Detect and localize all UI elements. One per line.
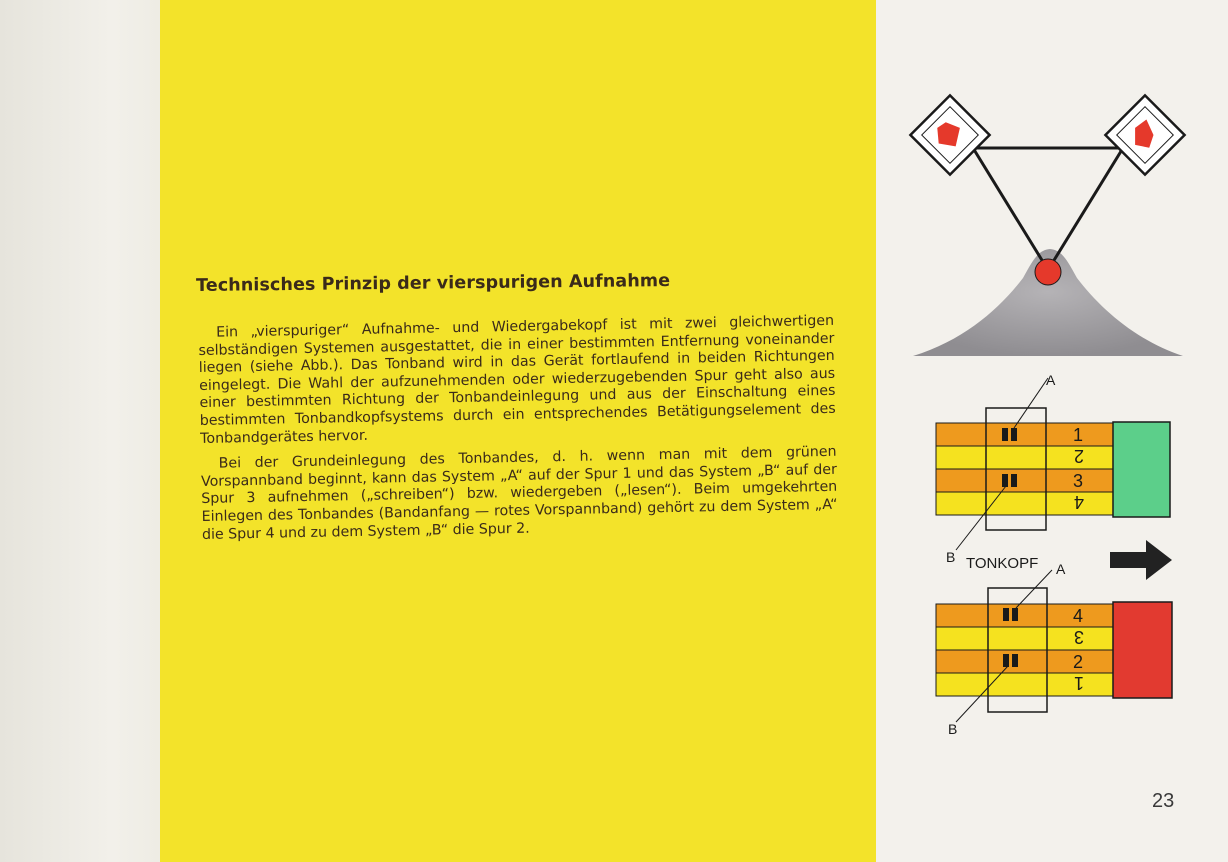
lower-gap-b-1: [1003, 654, 1009, 667]
upper-track-label-2: 2: [1073, 446, 1084, 466]
paragraph-2: Bei der Grundeinlegung des Tonbandes, d. h. wenn man mit dem grünen Vorspannband beginnt, kann das System „A“ auf der Spur 1 und das System „B“ auf der Spur 3 aufnehmen („schreiben“) bzw. wiedergeben („lesen“). Beim umgekehrten Einlegen des Tonbandes (Bandanfang — rotes Vorspannband) gehört zu dem System „A“ die Spur 4 und zu dem System „B“ die Spur 2.: [200, 443, 838, 543]
upper-gap-b-2: [1011, 474, 1017, 487]
middle-label-a: A: [1056, 561, 1066, 577]
upper-track-label-3: 3: [1073, 471, 1084, 491]
page-number: 23: [1152, 790, 1175, 812]
tape-head-illustration: [905, 90, 1190, 365]
paragraph-1: Ein „vierspuriger“ Aufnahme- und Wiedergabekopf ist mit zwei gleichwertigen selbständigen Systemen ausgestattet, die in einer bestimmten Entfernung voneinander liegen (siehe Abb.). Das Tonband wird in das Gerät fortlaufend in beiden Richtungen eingelegt. Die Wahl der aufzunehmenden oder wiederzugebenden Spur geht also aus einer bestimmten Richtung der Tonbandeinlegung und aus der Einschaltung eines bestimmten Tonbandkopfsystems durch ein entsprechendes Betätigungselement des Tonbandgerätes hervor.: [198, 312, 836, 447]
upper-label-a: A: [1046, 372, 1056, 388]
section-heading: Technisches Prinzip der vierspurigen Aufnahme: [196, 271, 671, 296]
lower-tape: [936, 570, 1172, 737]
middle-label-b: B: [946, 549, 956, 565]
lower-track-2-band: [936, 627, 1113, 650]
red-leader: [1113, 602, 1172, 698]
upper-gap-a-2: [1011, 428, 1017, 441]
lower-track-label-4: 4: [1073, 606, 1084, 626]
lower-track-4-band: [936, 673, 1113, 696]
left-magnet-icon: [910, 95, 989, 174]
track-diagram: [928, 370, 1188, 740]
lower-label-b: B: [948, 721, 958, 737]
lower-track-label-2: 2: [1073, 652, 1084, 672]
lower-track-3-band: [936, 650, 1113, 673]
left-page-margin: [0, 0, 160, 862]
head-gap-dot: [1035, 259, 1061, 285]
upper-track-3-band: [936, 469, 1113, 492]
lower-track-label-1: 1: [1073, 673, 1084, 693]
lower-gap-a-1: [1003, 608, 1009, 621]
upper-tape: [936, 372, 1170, 550]
upper-track-4-band: [936, 492, 1113, 515]
upper-track-1-band: [936, 423, 1113, 446]
upper-pointer-a: [1014, 378, 1048, 428]
upper-track-label-4: 4: [1073, 492, 1084, 512]
lower-track-1-band: [936, 604, 1113, 627]
lower-track-label-3: 3: [1073, 627, 1084, 647]
upper-gap-b-1: [1002, 474, 1008, 487]
upper-track-label-1: 1: [1073, 425, 1084, 445]
triangle-left-edge: [973, 148, 1048, 270]
lower-gap-a-2: [1012, 608, 1018, 621]
direction-arrow-icon: [1110, 540, 1172, 580]
triangle-right-edge: [1048, 148, 1123, 270]
tonkopf-label: TONKOPF: [966, 555, 1039, 572]
body-text: [198, 313, 838, 552]
lower-gap-b-2: [1012, 654, 1018, 667]
upper-track-2-band: [936, 446, 1113, 469]
right-magnet-icon: [1105, 95, 1184, 174]
green-leader: [1113, 422, 1170, 517]
upper-gap-a-1: [1002, 428, 1008, 441]
